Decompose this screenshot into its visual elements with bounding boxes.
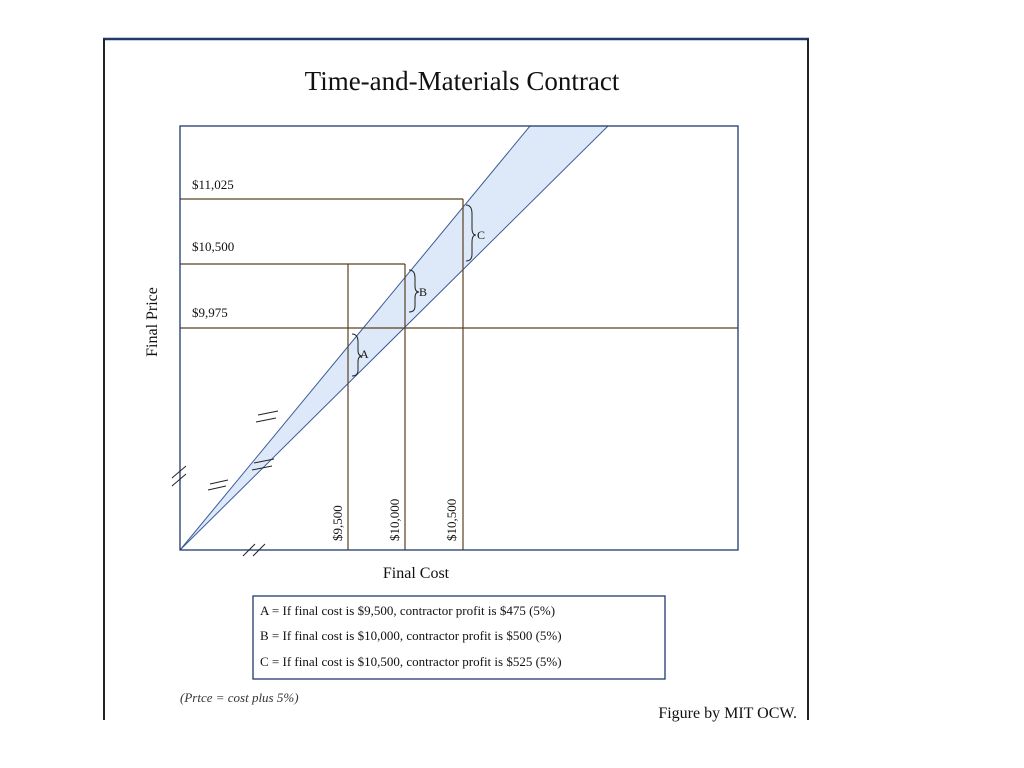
break-mark-band-6 — [258, 411, 278, 415]
band-lower-edge — [180, 126, 608, 550]
break-mark-band-2 — [210, 480, 228, 484]
plot-area — [180, 126, 738, 550]
price-label-10500: $10,500 — [192, 239, 235, 254]
legend-line-b: B = If final cost is $10,000, contractor profit is $500 (5%) — [260, 628, 562, 643]
cost-label-9500: $9,500 — [330, 505, 345, 541]
cost-label-10000: $10,000 — [387, 498, 402, 541]
x-axis-title: Final Cost — [382, 565, 450, 582]
cost-label-10500: $10,500 — [444, 498, 459, 541]
formula-note: (Prtce = cost plus 5%) — [180, 690, 299, 705]
price-label-9975: $9,975 — [192, 305, 228, 320]
brace-label-b: B — [419, 285, 428, 299]
figure-title: Time-and-Materials Contract — [304, 66, 620, 96]
figure-credit: Figure by MIT OCW. — [658, 705, 797, 722]
brace-label-a: A — [360, 347, 369, 361]
break-mark-band-5 — [256, 418, 276, 422]
legend-line-a: A = If final cost is $9,500, contractor profit is $475 (5%) — [260, 603, 556, 618]
legend-line-c: C = If final cost is $10,500, contractor profit is $525 (5%) — [260, 654, 562, 669]
axis-break-marks — [172, 411, 278, 556]
y-axis-title: Final Price — [144, 287, 161, 357]
price-label-11025: $11,025 — [192, 177, 234, 192]
brace-label-c: C — [477, 228, 486, 242]
break-mark-band-1 — [208, 486, 226, 490]
